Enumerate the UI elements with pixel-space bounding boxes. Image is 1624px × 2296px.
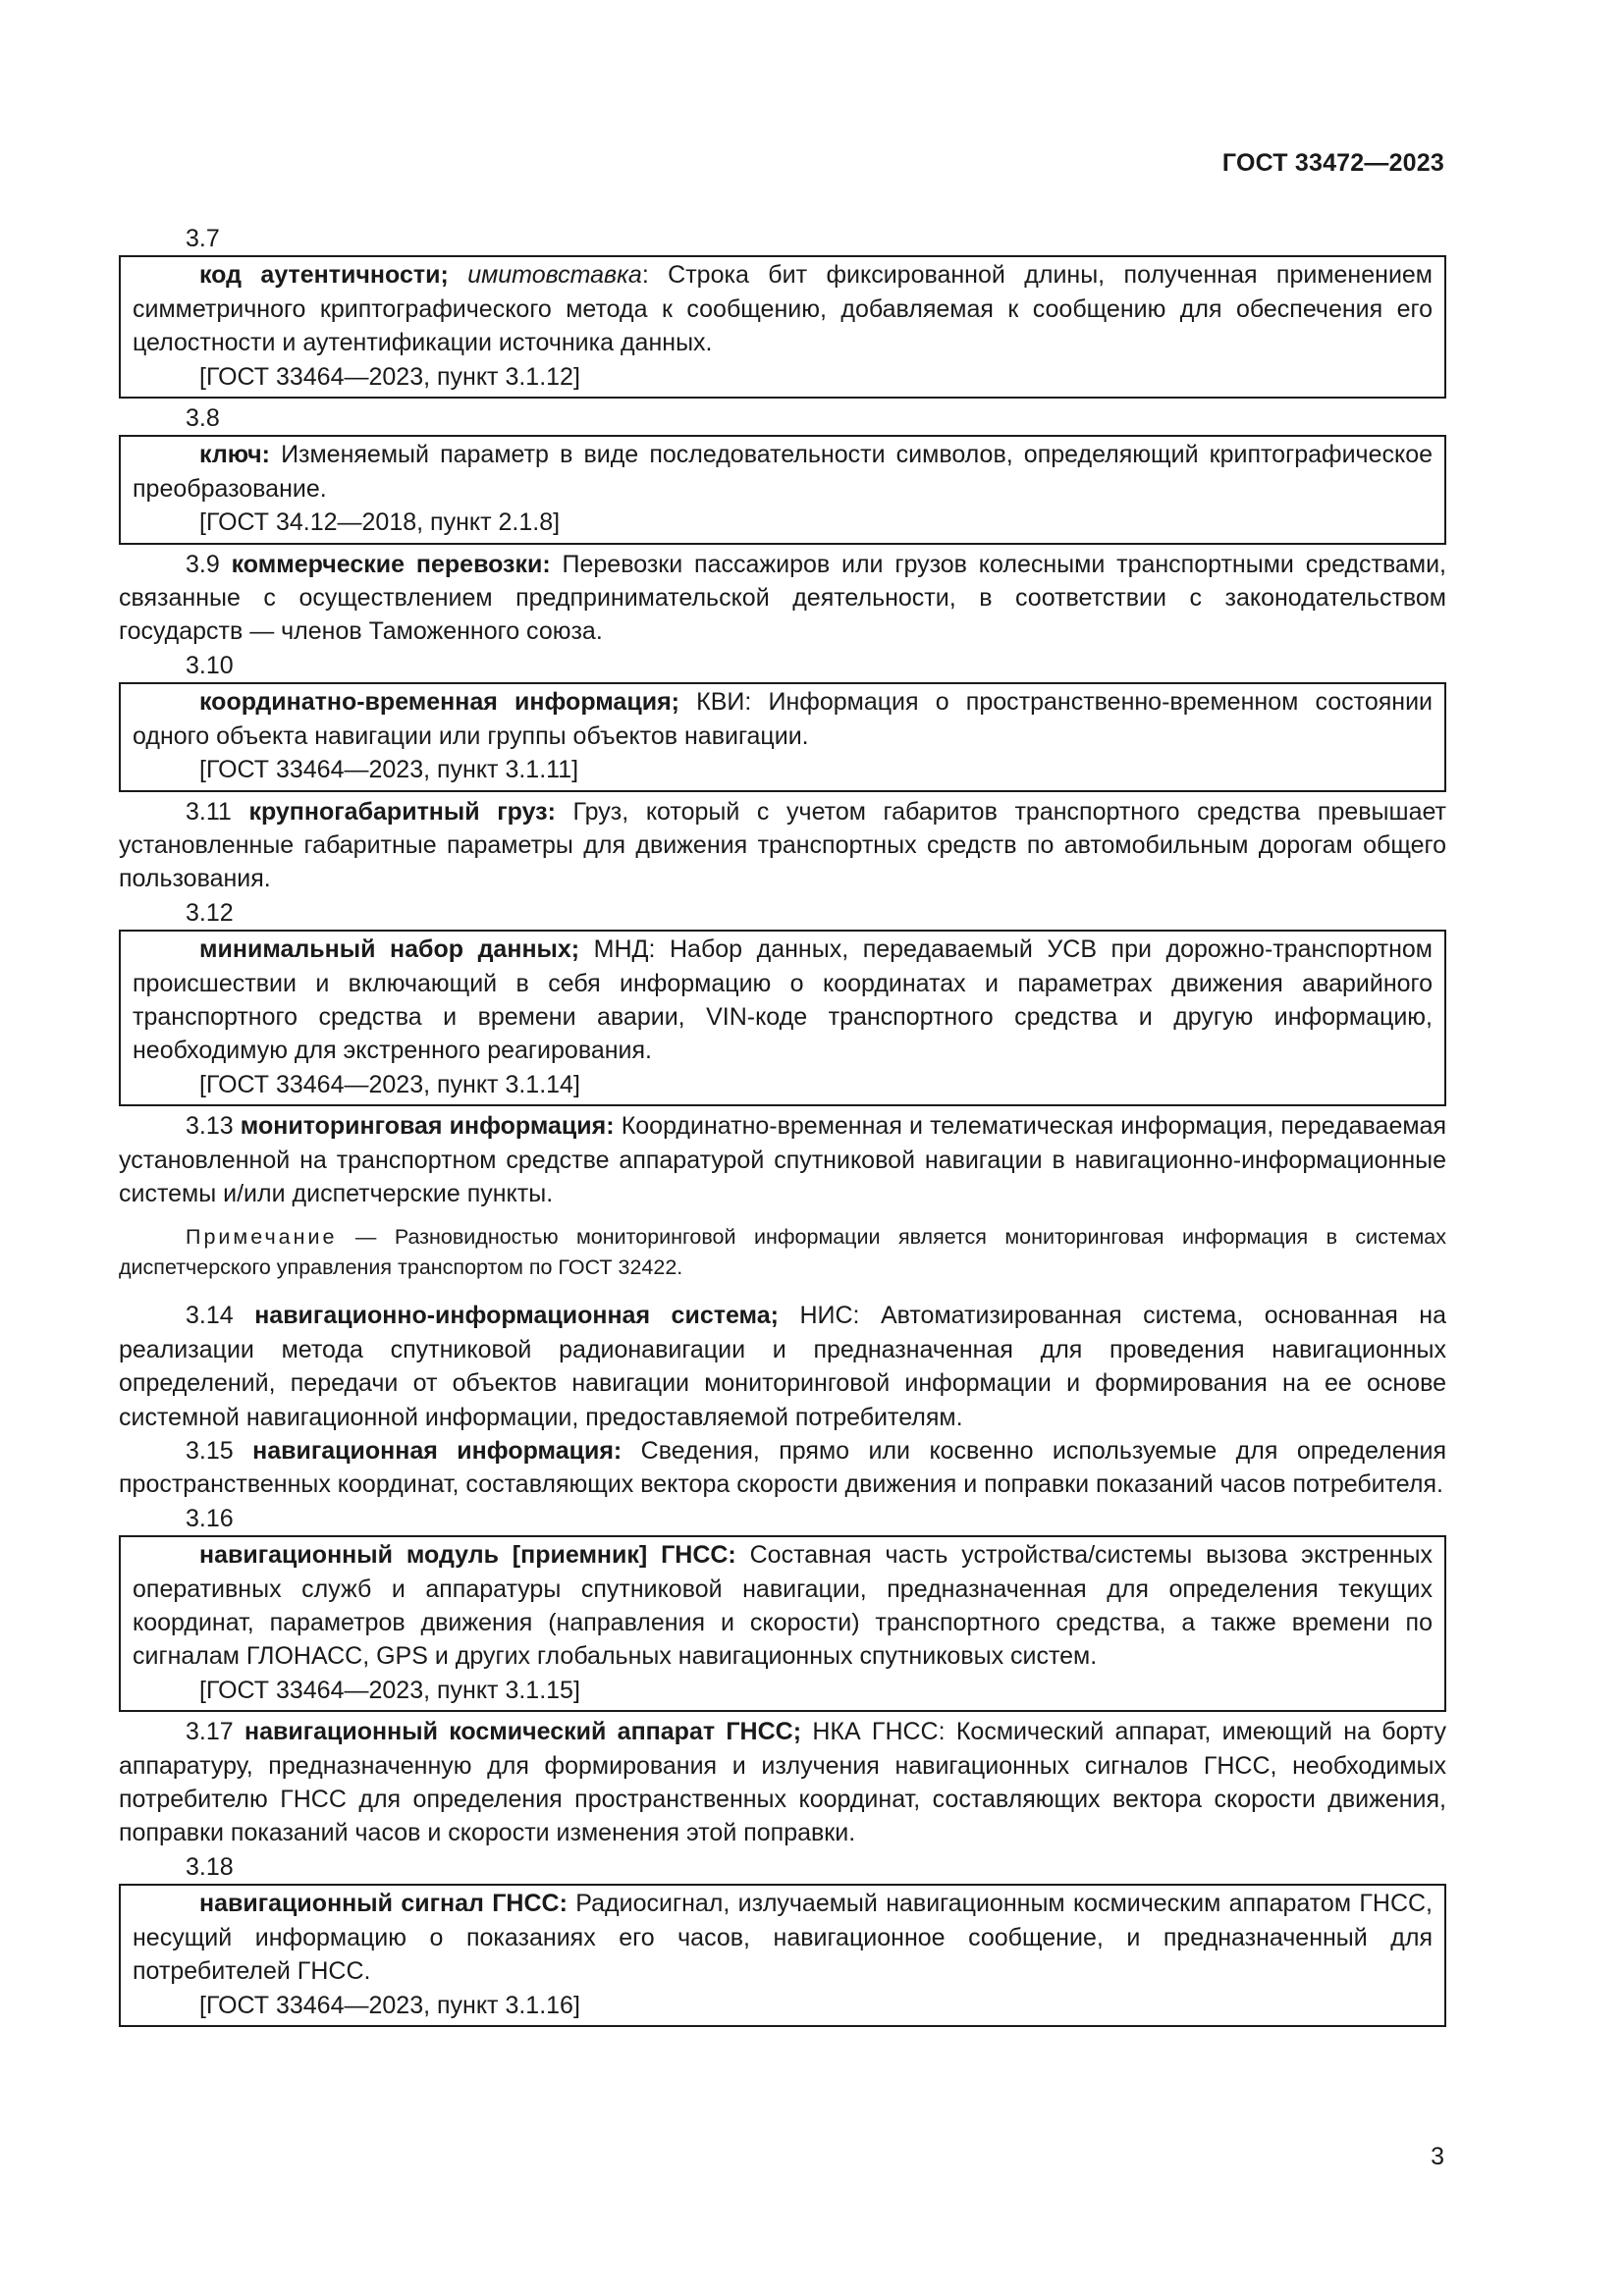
entry-number: 3.16: [186, 1504, 234, 1532]
entry-number: 3.11: [186, 797, 232, 826]
term: код аутентичности;: [199, 261, 449, 290]
definition-text: Сведения, прямо или косвенно используемые для определения пространственных координат, составляющих вектора скорости движения и поправки показаний часов потребителя.: [119, 1437, 1446, 1499]
term-definition: [119, 1715, 1446, 1850]
definition-text: Координатно-временная и телематическая информация, передаваемая установленной на транспортном средстве аппаратурой спутниковой навигации в навигационно-информационные системы и/или диспетчерские пункты.: [119, 1112, 1446, 1207]
term-definition: [133, 438, 1433, 506]
term: навигационный космический аппарат ГНСС;: [244, 1718, 802, 1746]
note-text: — Разновидностью мониторинговой информации является мониторинговая информация в системах диспетчерского управления транспортом по ГОСТ 32422.: [119, 1225, 1446, 1280]
term-definition: [119, 1299, 1446, 1434]
definition-text: НИС: Автоматизированная система, основанная на реализации метода спутниковой радионавигации и предназначенная для проведения навигационных определений, передачи от объектов навигации мониторинговой информации и формирования на ее основе системной навигационной информации, предоставляемой потребителям.: [119, 1302, 1446, 1431]
term-box: [119, 682, 1446, 791]
entry-number: 3.7: [186, 225, 220, 252]
term: крупногабаритный груз:: [248, 797, 556, 826]
term-synonym: имитовставка: [467, 261, 642, 290]
note-label: Примечание: [186, 1225, 338, 1250]
definition-text: : Строка бит фиксированной длины, полученная применением симметричного криптографического метода к сообщению, добавляемая к сообщению для обеспечения его целостности и аутентификации источника данных.: [133, 261, 1433, 357]
document-code: ГОСТ 33472—2023: [1221, 149, 1444, 177]
term: минимальный набор данных;: [199, 935, 580, 964]
term-box: [119, 930, 1446, 1106]
term-definition: [119, 1434, 1446, 1502]
entry-number: 3.12: [186, 898, 234, 927]
source-reference: [ГОСТ 33464—2023, пункт 3.1.15]: [199, 1676, 580, 1704]
term: коммерческие перевозки:: [231, 550, 551, 578]
term: мониторинговая информация:: [240, 1112, 615, 1141]
term-definition: [133, 1538, 1433, 1674]
entry-number: 3.8: [186, 404, 220, 433]
definition-text: КВИ: Информация о пространственно-временном состоянии одного объекта навигации или группы объектов навигации.: [133, 688, 1433, 750]
definition-text: Груз, который с учетом габаритов транспортного средства превышает установленные габаритные параметры для движения транспортных средств по автомобильным дорогам общего пользования.: [119, 797, 1446, 893]
term: ключ:: [199, 441, 270, 469]
source-reference: [ГОСТ 33464—2023, пункт 3.1.11]: [199, 756, 579, 784]
definition-text: МНД: Набор данных, передаваемый УСВ при дорожно-транспортном происшествии и включающий в себя информацию о координатах и параметрах движения аварийного транспортного средства и времени аварии, VIN-коде транспортного средства и другую информацию, необходимую для экстренного реагирования.: [133, 935, 1433, 1065]
term-box: [119, 1884, 1446, 2027]
term: навигационная информация:: [252, 1437, 623, 1465]
entry-number: 3.13: [186, 1112, 234, 1141]
term: координатно-временная информация;: [199, 688, 679, 717]
term-definition: [133, 1887, 1433, 1988]
definition-text: Перевозки пассажиров или грузов колесными транспортными средствами, связанные с осуществлением предпринимательской деятельности, в соответствии с законодательством государств — членов Таможенного союза.: [119, 550, 1446, 646]
document-body: [119, 222, 1446, 2030]
term-definition: [133, 685, 1433, 753]
entry-number: 3.14: [186, 1302, 234, 1330]
page-number: 3: [1431, 2143, 1444, 2170]
term: навигационный модуль [приемник] ГНСС:: [199, 1541, 736, 1570]
source-reference: [ГОСТ 33464—2023, пункт 3.1.12]: [199, 362, 580, 391]
source-reference: [ГОСТ 33464—2023, пункт 3.1.16]: [199, 1991, 580, 2019]
entry-number: 3.15: [186, 1437, 234, 1465]
term-definition: [119, 795, 1446, 896]
entry-number: 3.9: [186, 550, 220, 578]
term-definition: [133, 933, 1433, 1068]
note: [119, 1222, 1446, 1283]
term-box: [119, 1535, 1446, 1712]
definition-text: Радиосигнал, излучаемый навигационным космическим аппаратом ГНСС, несущий информацию о показаниях его часов, навигационное сообщение, и предназначенный для потребителей ГНСС.: [133, 1890, 1434, 1986]
source-reference: [ГОСТ 34.12—2018, пункт 2.1.8]: [199, 508, 561, 537]
entry-number: 3.17: [186, 1718, 234, 1746]
term-definition: [133, 258, 1433, 359]
entry-number: 3.10: [186, 651, 234, 679]
term-definition: [119, 1109, 1446, 1210]
term-box: [119, 255, 1446, 399]
definition-text: НКА ГНСС: Космический аппарат, имеющий на борту аппаратуру, предназначенную для формирования и излучения навигационных сигналов ГНСС, необходимых потребителю ГНСС для определения пространственных координат, составляющих вектора скорости движения, поправки показаний часов и скорости изменения этой поправки.: [119, 1718, 1447, 1847]
definition-text: Изменяемый параметр в виде последовательности символов, определяющий криптографическое преобразование.: [133, 441, 1433, 503]
entry-number: 3.18: [186, 1852, 234, 1881]
term: навигационный сигнал ГНСС:: [199, 1890, 568, 1918]
term-box: [119, 435, 1446, 544]
source-reference: [ГОСТ 33464—2023, пункт 3.1.14]: [199, 1070, 580, 1098]
definition-text: Составная часть устройства/системы вызова экстренных оперативных служб и аппаратуры спутниковой навигации, предназначенная для определения текущих координат, параметров движения (направления и скорости) транспортного средства, а также времени по сигналам ГЛОНАСС, GPS и других глобальных навигационных спутниковых систем.: [133, 1541, 1433, 1671]
term-definition: [119, 548, 1446, 649]
term: навигационно-информационная система;: [254, 1302, 779, 1330]
